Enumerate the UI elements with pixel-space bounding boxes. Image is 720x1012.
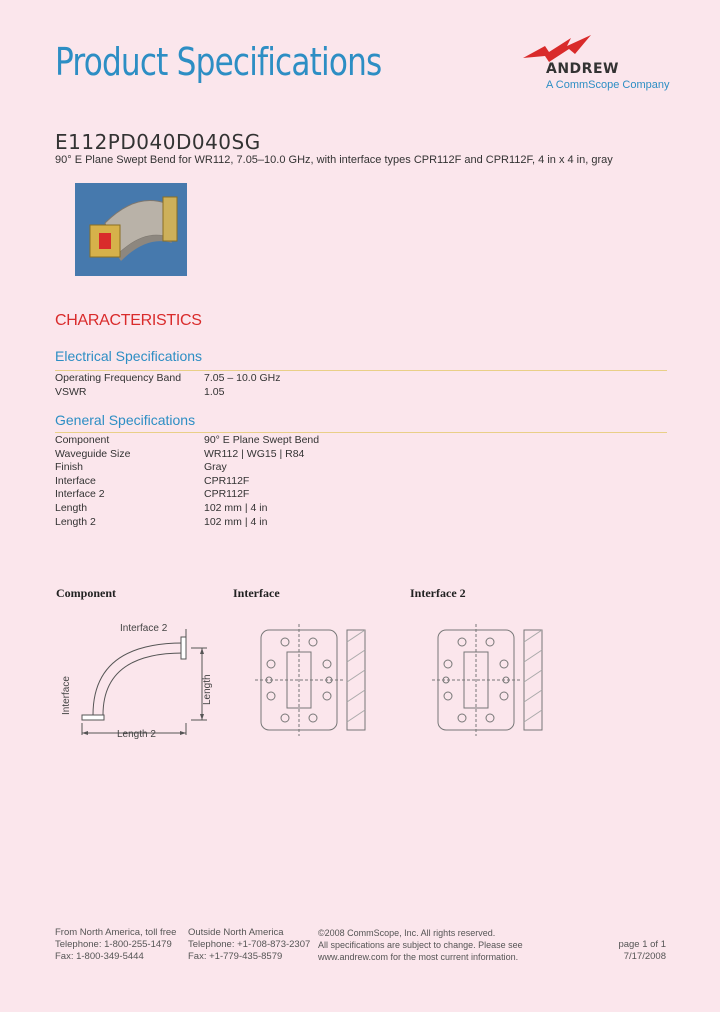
spec-value: CPR112F — [204, 488, 250, 501]
spec-label: Finish — [55, 461, 84, 474]
footer-line: All specifications are subject to change. Please see — [318, 940, 523, 950]
spec-row — [55, 516, 667, 530]
product-photo — [75, 183, 187, 276]
spec-row — [55, 475, 667, 489]
footer-date: 7/17/2008 — [623, 951, 666, 962]
page-title: Product Specifications — [55, 40, 382, 84]
part-number: E112PD040D040SG — [55, 130, 261, 154]
spec-value: 102 mm | 4 in — [204, 502, 268, 514]
footer-line: Fax: +1-779-435-8579 — [188, 951, 283, 962]
component-drawing-label: Component — [56, 586, 117, 600]
footer-line: Telephone: +1-708-873-2307 — [188, 939, 311, 950]
interface2-flange-drawing — [432, 622, 552, 737]
interface-drawing-label: Interface — [233, 586, 280, 600]
spec-label: Length — [55, 502, 88, 514]
footer-line: ©2008 CommScope, Inc. All rights reserved. — [318, 928, 496, 938]
spec-value: 1.05 — [204, 385, 225, 398]
interface2-drawing-label: Interface 2 — [410, 586, 466, 600]
part-description: 90° E Plane Swept Bend for WR112, 7.05–10.0 GHz, with interface types CPR112F and CPR112F, 4 in x 4 in, gray — [55, 154, 613, 166]
spec-label: Waveguide Size — [55, 447, 131, 460]
spec-row — [55, 448, 667, 462]
component-drawing — [55, 615, 225, 750]
spec-label: VSWR — [55, 385, 87, 398]
spec-value: 7.05 – 10.0 GHz — [204, 372, 281, 384]
callout-interface-2: Interface 2 — [120, 623, 168, 634]
footer-outside-north-america — [188, 927, 310, 963]
callout-length-2: Length 2 — [117, 729, 156, 740]
spec-value: 90° E Plane Swept Bend — [204, 434, 320, 446]
spec-label: Operating Frequency Band — [55, 372, 182, 384]
electrical-rule — [55, 370, 667, 371]
brand-tagline: A CommScope Company — [546, 79, 670, 91]
spec-label: Length 2 — [55, 515, 96, 528]
general-specs-heading: General Specifications — [55, 412, 196, 428]
footer-copyright — [318, 927, 523, 963]
spec-row — [55, 502, 667, 516]
footer-north-america — [55, 927, 176, 963]
spec-label: Interface 2 — [55, 488, 105, 501]
callout-interface: Interface — [61, 676, 72, 715]
footer-line: Telephone: 1-800-255-1479 — [55, 939, 172, 950]
spec-value: 102 mm | 4 in — [204, 515, 268, 528]
footer-page-info — [612, 939, 666, 963]
page-number: page 1 of 1 — [618, 939, 666, 950]
footer-line: Outside North America — [188, 927, 284, 938]
spec-row — [55, 488, 667, 502]
footer-line: From North America, toll free — [55, 927, 177, 938]
general-rule — [55, 432, 667, 433]
spec-row — [55, 434, 667, 448]
spec-row — [55, 386, 667, 400]
spec-value: CPR112F — [204, 474, 250, 487]
spec-label: Interface — [55, 474, 96, 487]
spec-row — [55, 372, 667, 386]
spec-value: WR112 | WG15 | R84 — [204, 447, 305, 460]
characteristics-heading: CHARACTERISTICS — [55, 312, 202, 329]
callout-length: Length — [202, 674, 213, 705]
footer-line: www.andrew.com for the most current information. — [318, 952, 519, 962]
interface-flange-drawing — [255, 622, 375, 737]
brand-wordmark: ANDREW — [546, 61, 619, 77]
spec-row — [55, 461, 667, 475]
spec-label: Component — [55, 434, 110, 446]
electrical-specs-heading: Electrical Specifications — [55, 348, 203, 364]
spec-value: Gray — [204, 461, 227, 474]
footer-line: Fax: 1-800-349-5444 — [55, 951, 144, 962]
